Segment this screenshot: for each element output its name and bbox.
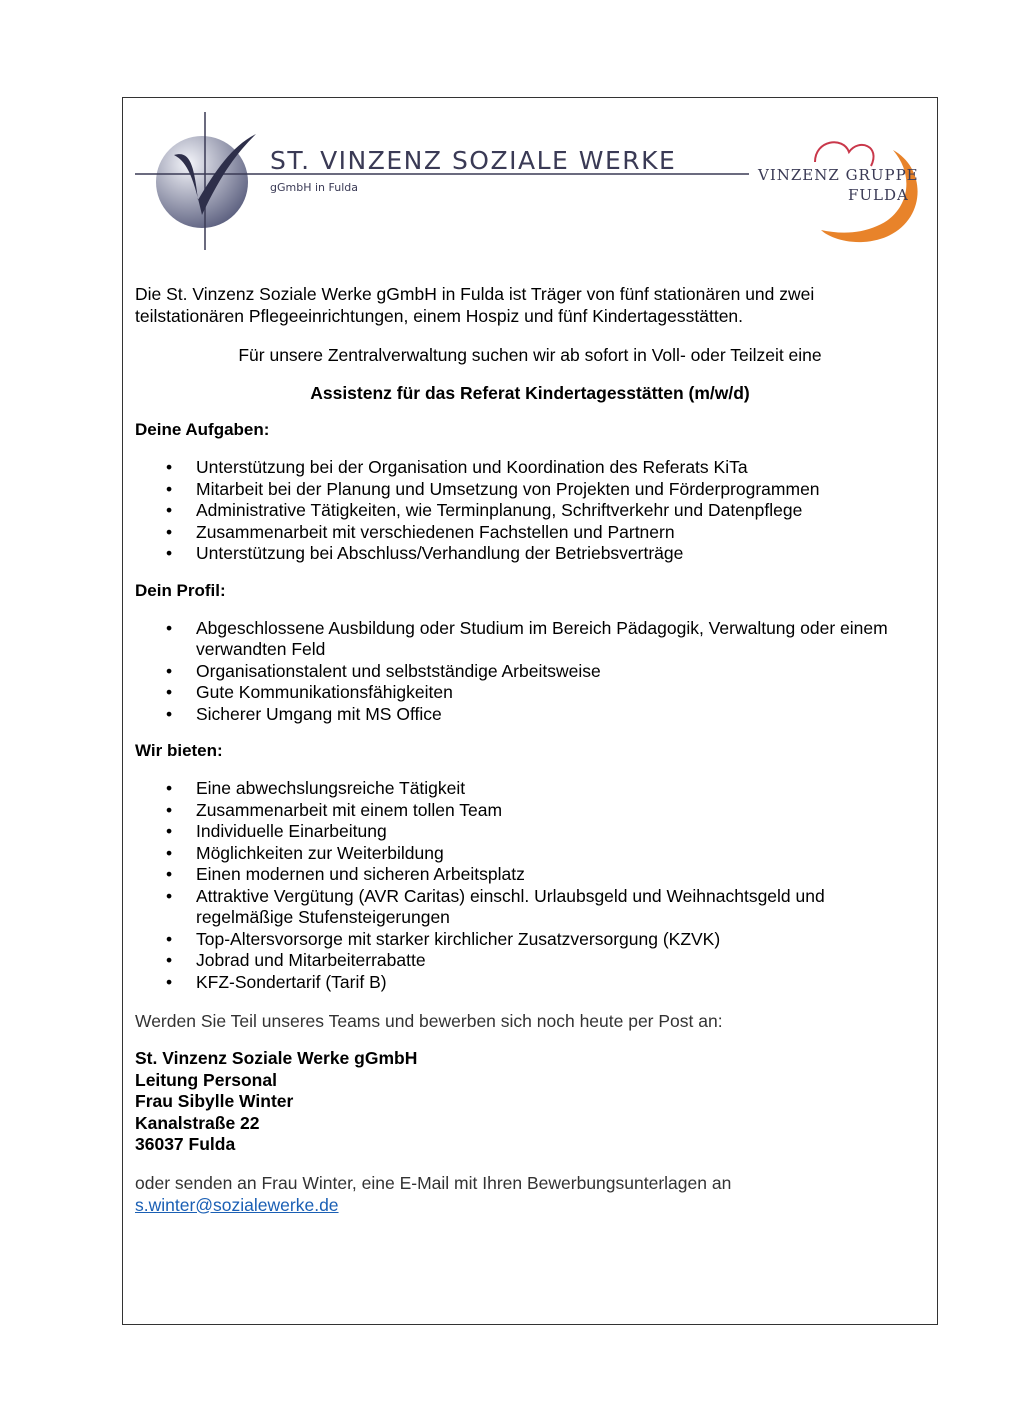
list-item: • Unterstützung bei Abschluss/Verhandlung der Betriebsverträge: [135, 543, 925, 565]
list-item: • Gute Kommunikationsfähigkeiten: [135, 682, 925, 704]
list-item: • KFZ-Sondertarif (Tarif B): [135, 972, 925, 994]
org-subtitle: gGmbH in Fulda: [270, 181, 358, 194]
list-item: • Individuelle Einarbeitung: [135, 821, 925, 843]
job-title: Assistenz für das Referat Kindertagesstätten (m/w/d): [310, 383, 750, 403]
aufgaben-list: [135, 457, 925, 565]
list-item: • Zusammenarbeit mit einem tollen Team: [135, 800, 925, 822]
list-item: • Einen modernen und sicheren Arbeitsplatz: [135, 864, 925, 886]
address-line: 36037 Fulda: [135, 1134, 236, 1154]
list-item: • Möglichkeiten zur Weiterbildung: [135, 843, 925, 865]
address-line: Frau Sibylle Winter: [135, 1091, 294, 1111]
list-item: • Sicherer Umgang mit MS Office: [135, 704, 925, 726]
list-item: • Organisationstalent und selbstständige Arbeitsweise: [135, 661, 925, 683]
list-item: • Administrative Tätigkeiten, wie Terminplanung, Schriftverkehr und Datenpflege: [135, 500, 925, 522]
address-line: Leitung Personal: [135, 1069, 277, 1090]
email-intro: oder senden an Frau Winter, eine E-Mail mit Ihren Bewerbungsunterlagen an: [135, 1172, 732, 1193]
org-name: ST. VINZENZ SOZIALE WERKE: [270, 146, 677, 175]
email-paragraph: [135, 1172, 925, 1216]
postal-address: [135, 1048, 925, 1156]
group-name-line1: VINZENZ GRUPPE: [758, 166, 919, 184]
list-item: • Top-Altersvorsorge mit starker kirchlicher Zusatzversorgung (KZVK): [135, 929, 925, 951]
profil-list: [135, 618, 925, 726]
section-heading-aufgaben: Deine Aufgaben:: [135, 420, 270, 439]
call-to-action: Werden Sie Teil unseres Teams und bewerben sich noch heute per Post an:: [135, 1011, 723, 1031]
address-line: Kanalstraße 22: [135, 1112, 260, 1133]
list-item: • Zusammenarbeit mit verschiedenen Fachstellen und Partnern: [135, 522, 925, 544]
list-item: • Mitarbeit bei der Planung und Umsetzung von Projekten und Förderprogrammen: [135, 479, 925, 501]
address-line: St. Vinzenz Soziale Werke gGmbH: [135, 1048, 418, 1068]
list-item: • Eine abwechslungsreiche Tätigkeit: [135, 778, 925, 800]
job-ad-body: [135, 283, 925, 1216]
email-link[interactable]: s.winter@sozialewerke.de: [135, 1194, 339, 1215]
list-item: • Attraktive Vergütung (AVR Caritas) einschl. Urlaubsgeld und Weihnachtsgeld und regelmäßige Stufensteigerungen: [135, 886, 925, 929]
list-item: • Unterstützung bei der Organisation und Koordination des Referats KiTa: [135, 457, 925, 479]
search-line: Für unsere Zentralverwaltung suchen wir ab sofort in Voll- oder Teilzeit eine: [238, 345, 822, 365]
st-vinzenz-logo-emblem: [132, 110, 752, 255]
bieten-list: [135, 778, 925, 993]
group-name-line2: FULDA: [848, 186, 909, 204]
list-item: • Jobrad und Mitarbeiterrabatte: [135, 950, 925, 972]
intro-paragraph: Die St. Vinzenz Soziale Werke gGmbH in Fulda ist Träger von fünf stationären und zwei teilstationären Pflegeeinrichtungen, einem Hospiz und fünf Kindertagesstätten.: [135, 284, 815, 326]
section-heading-profil: Dein Profil:: [135, 580, 226, 600]
section-heading-bieten: Wir bieten:: [135, 741, 223, 760]
list-item: • Abgeschlossene Ausbildung oder Studium im Bereich Pädagogik, Verwaltung oder einem verwandten Feld: [135, 618, 925, 661]
